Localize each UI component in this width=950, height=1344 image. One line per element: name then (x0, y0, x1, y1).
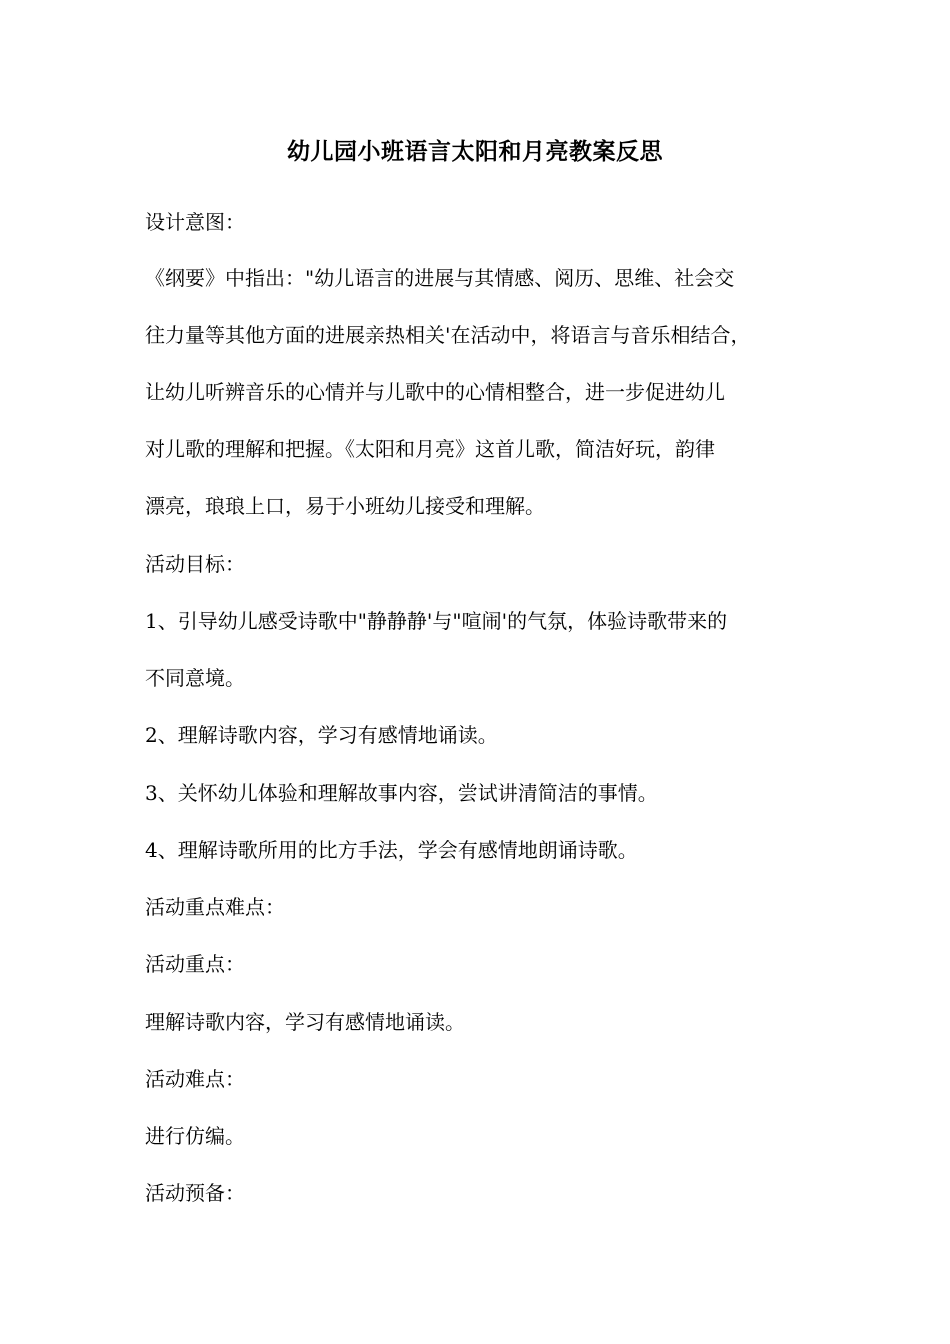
paragraph-line: 理解诗歌内容，学习有感情地诵读。 (145, 1010, 465, 1034)
section-heading-difficulty: 活动难点： (145, 1067, 245, 1091)
paragraph-line: 《纲要》中指出："幼儿语言的进展与其情感、阅历、思维、社会交 (145, 266, 735, 290)
paragraph-line: 不同意境。 (145, 666, 245, 690)
section-heading-focus: 活动重点： (145, 952, 245, 976)
paragraph-line: 漂亮，琅琅上口，易于小班幼儿接受和理解。 (145, 494, 545, 518)
section-heading-design-intent: 设计意图： (145, 210, 245, 234)
objective-item: 4、理解诗歌所用的比方手法，学会有感情地朗诵诗歌。 (145, 838, 638, 862)
paragraph-line: 进行仿编。 (145, 1124, 245, 1148)
document-title: 幼儿园小班语言太阳和月亮教案反思 (287, 138, 663, 165)
section-heading-key-points: 活动重点难点： (145, 895, 285, 919)
objective-item: 3、关怀幼儿体验和理解故事内容，尝试讲清简洁的事情。 (145, 781, 658, 805)
objective-item: 1、引导幼儿感受诗歌中"静静静'与"喧闹'的气氛，体验诗歌带来的 (145, 609, 728, 633)
paragraph-line: 让幼儿听辨音乐的心情并与儿歌中的心情相整合，进一步促进幼儿 (145, 380, 725, 404)
section-heading-objectives: 活动目标： (145, 552, 245, 576)
section-heading-preparation: 活动预备： (145, 1181, 245, 1205)
paragraph-line: 往力量等其他方面的进展亲热相关'在活动中，将语言与音乐相结合， (145, 323, 751, 347)
paragraph-line: 对儿歌的理解和把握。《太阳和月亮》这首儿歌，简洁好玩，韵律 (145, 437, 715, 461)
objective-item: 2、理解诗歌内容，学习有感情地诵读。 (145, 723, 498, 747)
